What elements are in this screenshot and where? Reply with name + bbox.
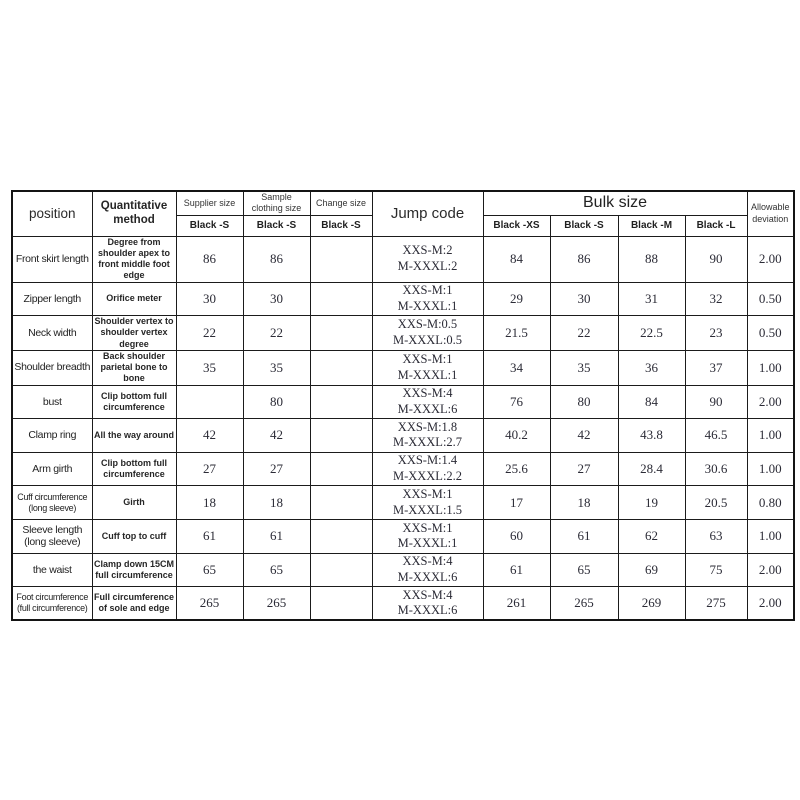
jump-code-line1: XXS-M:1 [402,487,453,502]
bulk-l-cell: 20.5 [685,486,747,520]
position-cell: Neck width [12,316,92,351]
sample-size-cell: 30 [243,282,310,316]
header-change-size: Change size [310,191,372,215]
change-size-cell [310,553,372,587]
table-row [12,486,794,520]
change-size-cell [310,236,372,282]
subheader-supplier-black-s: Black -S [176,215,243,236]
header-jump-code: Jump code [372,191,483,236]
method-cell: Cuff top to cuff [92,519,176,553]
jump-code-line2: M-XXXL:1.5 [392,502,463,517]
jump-code-line2: M-XXXL:2.2 [392,469,463,484]
method-cell: Girth [92,486,176,520]
supplier-size-cell: 61 [176,519,243,553]
table-row [12,452,794,486]
jump-code-line1: XXS-M:0.5 [397,317,458,332]
bulk-s-cell: 265 [550,587,618,621]
bulk-s-cell: 30 [550,282,618,316]
position-cell: bust [12,385,92,419]
deviation-cell: 2.00 [747,587,794,621]
position-cell: Zipper length [12,282,92,316]
jump-code-line2: M-XXXL:2.7 [392,435,463,450]
bulk-xs-cell: 40.2 [483,419,550,453]
bulk-l-cell: 23 [685,316,747,351]
header-sample-clothing-size: Sample clothing size [243,191,310,215]
change-size-cell [310,282,372,316]
method-cell: Back shoulder parietal bone to bone [92,350,176,385]
bulk-l-cell: 90 [685,236,747,282]
bulk-l-cell: 63 [685,519,747,553]
jump-code-line1: XXS-M:2 [402,243,453,258]
subheader-bulk-black-xs: Black -XS [483,215,550,236]
bulk-xs-cell: 60 [483,519,550,553]
deviation-cell: 0.80 [747,486,794,520]
sample-size-cell: 61 [243,519,310,553]
method-cell: Shoulder vertex to shoulder vertex degree [92,316,176,351]
sample-size-cell: 80 [243,385,310,419]
bulk-l-cell: 46.5 [685,419,747,453]
jump-code-line2: M-XXXL:6 [397,603,458,618]
position-cell: Cuff circumference (long sleeve) [12,486,92,520]
method-cell: All the way around [92,419,176,453]
bulk-xs-cell: 261 [483,587,550,621]
bulk-m-cell: 269 [618,587,685,621]
header-row-top [12,191,794,215]
jump-code-line1: XXS-M:1.8 [397,419,458,434]
position-cell: Foot circumference (full circumference) [12,587,92,621]
supplier-size-cell: 22 [176,316,243,351]
bulk-s-cell: 86 [550,236,618,282]
bulk-m-cell: 22.5 [618,316,685,351]
jump-code-line1: XXS-M:1 [402,283,453,298]
header-supplier-size: Supplier size [176,191,243,215]
jump-code-line2: M-XXXL:1 [397,298,458,313]
bulk-s-cell: 27 [550,452,618,486]
deviation-cell: 1.00 [747,452,794,486]
change-size-cell [310,350,372,385]
supplier-size-cell: 30 [176,282,243,316]
deviation-cell: 2.00 [747,236,794,282]
header-position: position [12,191,92,236]
subheader-bulk-black-s: Black -S [550,215,618,236]
jump-code-cell [372,587,483,621]
sample-size-cell: 22 [243,316,310,351]
jump-code-line1: XXS-M:1 [402,352,453,367]
subheader-sample-black-s: Black -S [243,215,310,236]
jump-code-cell [372,282,483,316]
bulk-m-cell: 88 [618,236,685,282]
subheader-bulk-black-l: Black -L [685,215,747,236]
deviation-cell: 1.00 [747,519,794,553]
change-size-cell [310,519,372,553]
bulk-xs-cell: 84 [483,236,550,282]
bulk-xs-cell: 17 [483,486,550,520]
table-row [12,587,794,621]
position-cell: Front skirt length [12,236,92,282]
jump-code-line1: XXS-M:1.4 [397,453,458,468]
deviation-cell: 1.00 [747,350,794,385]
table-header [12,191,794,236]
bulk-m-cell: 31 [618,282,685,316]
deviation-cell: 0.50 [747,316,794,351]
bulk-s-cell: 18 [550,486,618,520]
deviation-cell: 1.00 [747,419,794,453]
supplier-size-cell: 65 [176,553,243,587]
bulk-xs-cell: 61 [483,553,550,587]
bulk-s-cell: 61 [550,519,618,553]
position-cell: Sleeve length (long sleeve) [12,519,92,553]
table-row [12,350,794,385]
subheader-bulk-black-m: Black -M [618,215,685,236]
bulk-l-cell: 37 [685,350,747,385]
bulk-l-cell: 90 [685,385,747,419]
bulk-m-cell: 62 [618,519,685,553]
table-row [12,385,794,419]
change-size-cell [310,385,372,419]
header-quantitative-method: Quantitative method [92,191,176,236]
method-cell: Clip bottom full circumference [92,452,176,486]
sample-size-cell: 27 [243,452,310,486]
bulk-s-cell: 65 [550,553,618,587]
bulk-xs-cell: 25.6 [483,452,550,486]
change-size-cell [310,452,372,486]
jump-code-line1: XXS-M:4 [402,386,453,401]
supplier-size-cell: 265 [176,587,243,621]
method-cell: Clip bottom full circumference [92,385,176,419]
size-chart-table [11,190,795,621]
position-cell: the waist [12,553,92,587]
bulk-m-cell: 28.4 [618,452,685,486]
method-cell: Clamp down 15CM full circumference [92,553,176,587]
bulk-m-cell: 19 [618,486,685,520]
table-row [12,519,794,553]
supplier-size-cell: 35 [176,350,243,385]
bulk-l-cell: 30.6 [685,452,747,486]
bulk-m-cell: 43.8 [618,419,685,453]
bulk-xs-cell: 29 [483,282,550,316]
sample-size-cell: 18 [243,486,310,520]
sample-size-cell: 86 [243,236,310,282]
subheader-change-black-s: Black -S [310,215,372,236]
change-size-cell [310,587,372,621]
jump-code-cell [372,519,483,553]
jump-code-line1: XXS-M:4 [402,554,453,569]
sample-size-cell: 65 [243,553,310,587]
table-row [12,553,794,587]
sample-size-cell: 35 [243,350,310,385]
jump-code-line1: XXS-M:4 [402,587,453,602]
jump-code-cell [372,452,483,486]
jump-code-line2: M-XXXL:2 [397,259,458,273]
bulk-s-cell: 80 [550,385,618,419]
bulk-m-cell: 84 [618,385,685,419]
method-cell: Full circumference of sole and edge [92,587,176,621]
position-cell: Shoulder breadth [12,350,92,385]
method-cell: Degree from shoulder apex to front middle foot edge [92,236,176,282]
table-row [12,282,794,316]
position-cell: Clamp ring [12,419,92,453]
deviation-cell: 2.00 [747,553,794,587]
jump-code-cell [372,350,483,385]
bulk-s-cell: 22 [550,316,618,351]
bulk-s-cell: 42 [550,419,618,453]
table-row [12,236,794,282]
supplier-size-cell: 18 [176,486,243,520]
bulk-l-cell: 75 [685,553,747,587]
change-size-cell [310,316,372,351]
change-size-cell [310,486,372,520]
jump-code-cell [372,486,483,520]
bulk-xs-cell: 76 [483,385,550,419]
sample-size-cell: 42 [243,419,310,453]
deviation-cell: 0.50 [747,282,794,316]
deviation-cell: 2.00 [747,385,794,419]
jump-code-line2: M-XXXL:6 [397,401,458,416]
method-cell: Orifice meter [92,282,176,316]
jump-code-cell [372,419,483,453]
bulk-s-cell: 35 [550,350,618,385]
supplier-size-cell: 27 [176,452,243,486]
supplier-size-cell [176,385,243,419]
bulk-xs-cell: 34 [483,350,550,385]
jump-code-cell [372,316,483,351]
bulk-l-cell: 275 [685,587,747,621]
supplier-size-cell: 86 [176,236,243,282]
position-cell: Arm girth [12,452,92,486]
bulk-xs-cell: 21.5 [483,316,550,351]
jump-code-cell [372,385,483,419]
header-bulk-size: Bulk size [483,191,747,215]
jump-code-line2: M-XXXL:0.5 [392,332,463,347]
jump-code-line2: M-XXXL:1 [397,536,458,551]
table-row [12,316,794,351]
sample-size-cell: 265 [243,587,310,621]
table-body [12,236,794,620]
change-size-cell [310,419,372,453]
jump-code-cell [372,236,483,282]
bulk-m-cell: 69 [618,553,685,587]
supplier-size-cell: 42 [176,419,243,453]
jump-code-line2: M-XXXL:6 [397,569,458,584]
bulk-m-cell: 36 [618,350,685,385]
table-row [12,419,794,453]
jump-code-line1: XXS-M:1 [402,520,453,535]
jump-code-line2: M-XXXL:1 [397,367,458,382]
bulk-l-cell: 32 [685,282,747,316]
jump-code-cell [372,553,483,587]
header-allowable-deviation: Allowable deviation [747,191,794,236]
